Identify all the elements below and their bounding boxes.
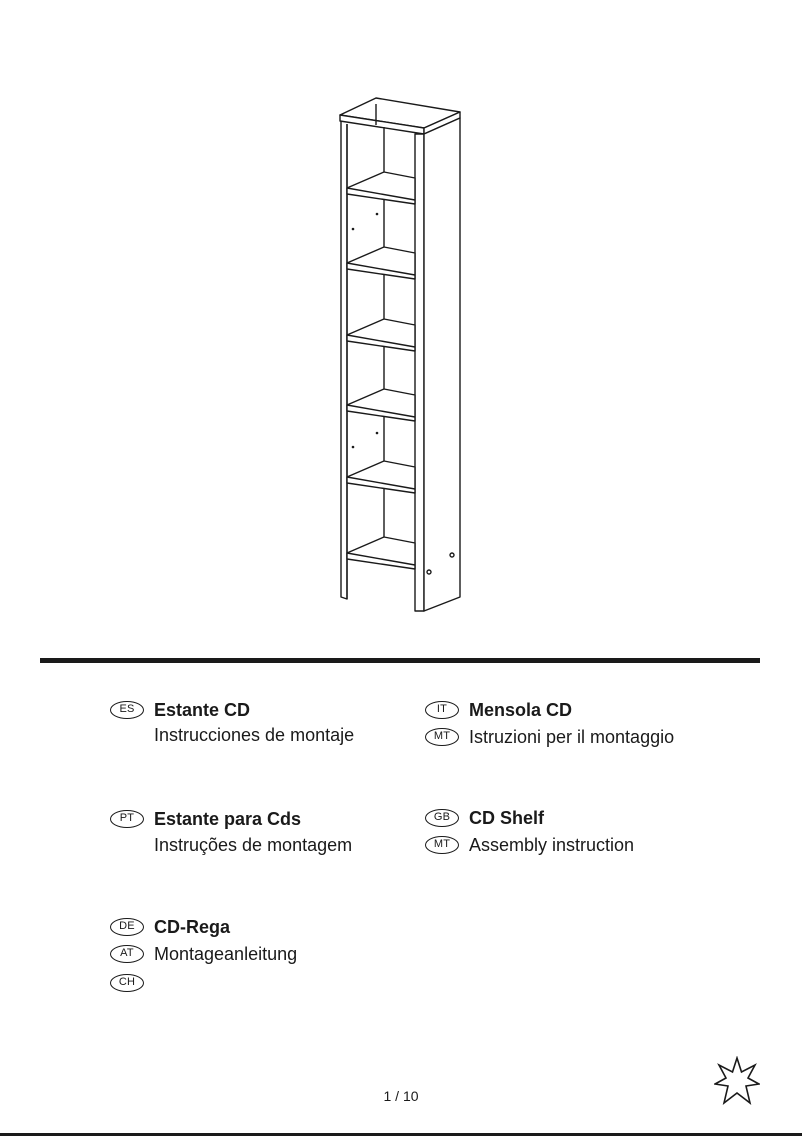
country-badge: AT: [110, 945, 144, 963]
star-icon: [714, 1056, 760, 1106]
country-badge: PT: [110, 810, 144, 828]
product-title: Estante para Cds: [154, 809, 302, 829]
country-badge: MT: [425, 728, 459, 746]
instruction-subtitle: Instruções de montagem: [154, 835, 353, 855]
instruction-subtitle: Istruzioni per il montaggio: [469, 727, 675, 747]
country-badge: ES: [110, 701, 144, 719]
instruction-subtitle: Instrucciones de montaje: [154, 725, 355, 745]
country-badge: DE: [110, 918, 144, 936]
country-badge: MT: [425, 836, 459, 854]
divider-rule: [40, 658, 760, 663]
product-title: CD-Rega: [154, 917, 231, 937]
country-badge: GB: [425, 809, 459, 827]
product-title: Mensola CD: [469, 700, 573, 720]
product-title: Estante CD: [154, 700, 251, 720]
page-number: 1 / 10: [383, 1088, 419, 1104]
country-badge: IT: [425, 701, 459, 719]
product-title: CD Shelf: [469, 808, 545, 828]
instruction-subtitle: Montageanleitung: [154, 944, 298, 964]
country-badge: CH: [110, 974, 144, 992]
instruction-subtitle: Assembly instruction: [469, 835, 635, 855]
